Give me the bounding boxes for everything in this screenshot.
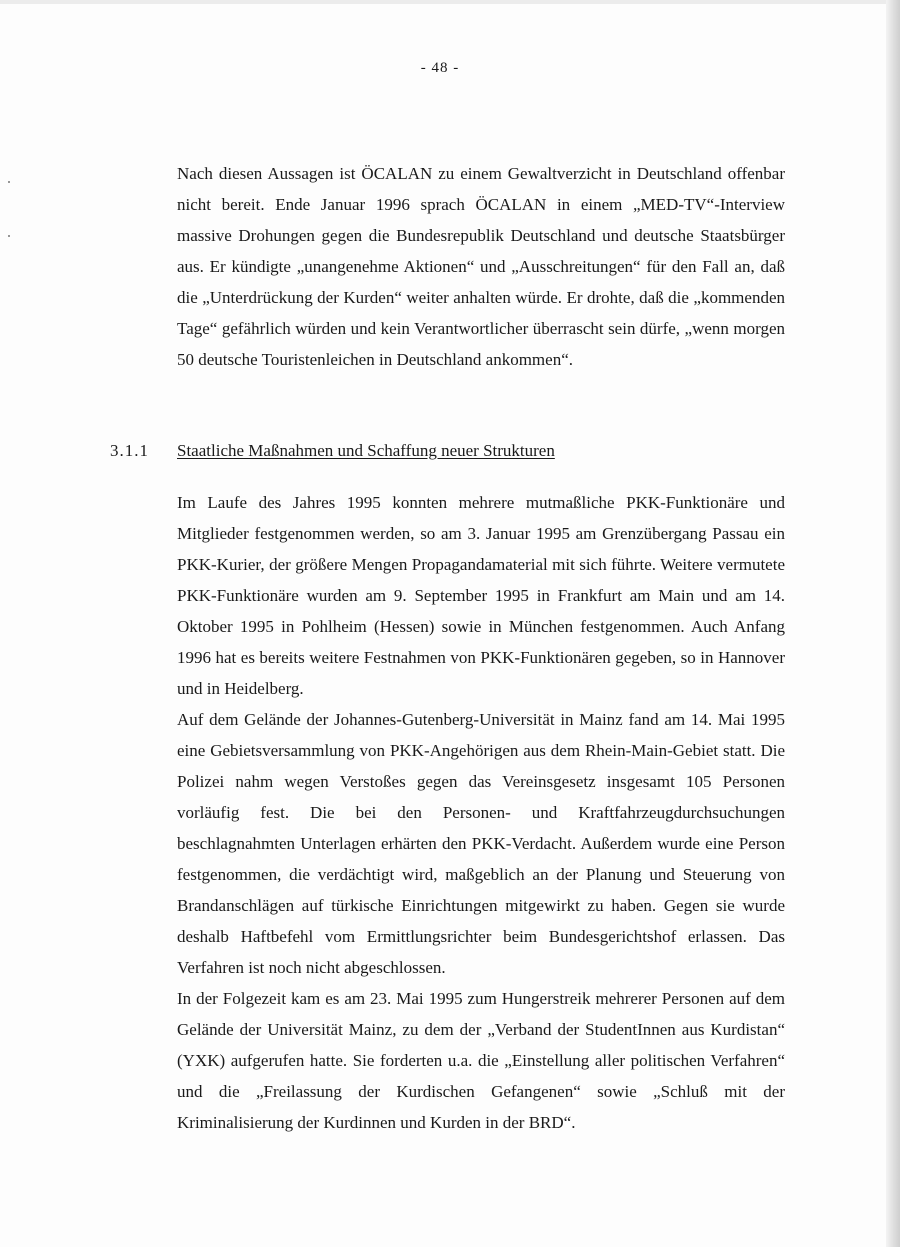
- intro-paragraph: Nach diesen Aussagen ist ÖCALAN zu einem Gewaltverzicht in Deutschland offenbar nicht bereit. Ende Januar 1996 sprach ÖCALAN in einem „MED-TV“-Interview massive Drohungen gegen die Bundesrepublik Deutschland und deutsche Staatsbürger aus. Er kündigte „unangenehme Aktionen“ und „Ausschreitungen“ für den Fall an, daß die „Unterdrückung der Kurden“ weiter anhalten würde. Er drohte, daß die „kommenden Tage“ gefährlich würden und kein Verantwortlicher überrascht sein dürfe, „wenn morgen 50 deutsche Touristenleichen in Deutschland ankommen“.: [177, 164, 785, 369]
- section-paragraph-1: Im Laufe des Jahres 1995 konnten mehrere mutmaßliche PKK-Funktionäre und Mitglieder festgenommen werden, so am 3. Januar 1995 am Grenzübergang Passau ein PKK-Kurier, der größere Mengen Propagandamaterial mit sich führte. Weitere vermutete PKK-Funktionäre wurden am 9. September 1995 in Frankfurt am Main und am 14. Oktober 1995 in Pohlheim (Hessen) sowie in München festgenommen. Auch Anfang 1996 hat es bereits weitere Festnahmen von PKK-Funktionären gegeben, so in Hannover und in Heidelberg.: [177, 493, 785, 698]
- section-paragraph-3: In der Folgezeit kam es am 23. Mai 1995 zum Hungerstreik mehrerer Personen auf dem Gelände der Universität Mainz, zu dem der „Verband der StudentInnen aus Kurdistan“ (YXK) aufgerufen hatte. Sie forderten u.a. die „Einstellung aller politischen Verfahren“ und die „Freilassung der Kurdischen Gefangenen“ sowie „Schluß mit der Kriminalisierung der Kurdinnen und Kurden in der BRD“.: [177, 989, 785, 1132]
- section-title: Staatliche Maßnahmen und Schaffung neuer Strukturen: [177, 441, 555, 460]
- section-paragraph-2: Auf dem Gelände der Johannes-Gutenberg-Universität in Mainz fand am 14. Mai 1995 eine Gebietsversammlung von PKK-Angehörigen aus dem Rhein-Main-Gebiet statt. Die Polizei nahm wegen Verstoßes gegen das Vereinsgesetz insgesamt 105 Personen vorläufig fest. Die bei den Personen- und Kraftfahrzeugdurchsuchungen beschlagnahmten Unterlagen erhärten den PKK-Verdacht. Außerdem wurde eine Person festgenommen, die verdächtigt wird, maßgeblich an der Planung und Steuerung von Brandanschlägen auf türkische Einrichtungen mitgewirkt zu haben. Gegen sie wurde deshalb Haftbefehl vom Ermittlungsrichter beim Bundesgerichtshof erlassen. Das Verfahren ist noch nicht abgeschlossen.: [177, 710, 785, 977]
- section-number: 3.1.1: [110, 441, 149, 460]
- scan-edge-right: [886, 0, 900, 1247]
- page-number: - 48 -: [420, 60, 460, 76]
- section-body: [177, 487, 785, 1138]
- section-heading: [110, 439, 810, 463]
- margin-speck: [8, 235, 10, 237]
- margin-speck: [8, 181, 10, 183]
- scan-edge-top: [0, 0, 900, 4]
